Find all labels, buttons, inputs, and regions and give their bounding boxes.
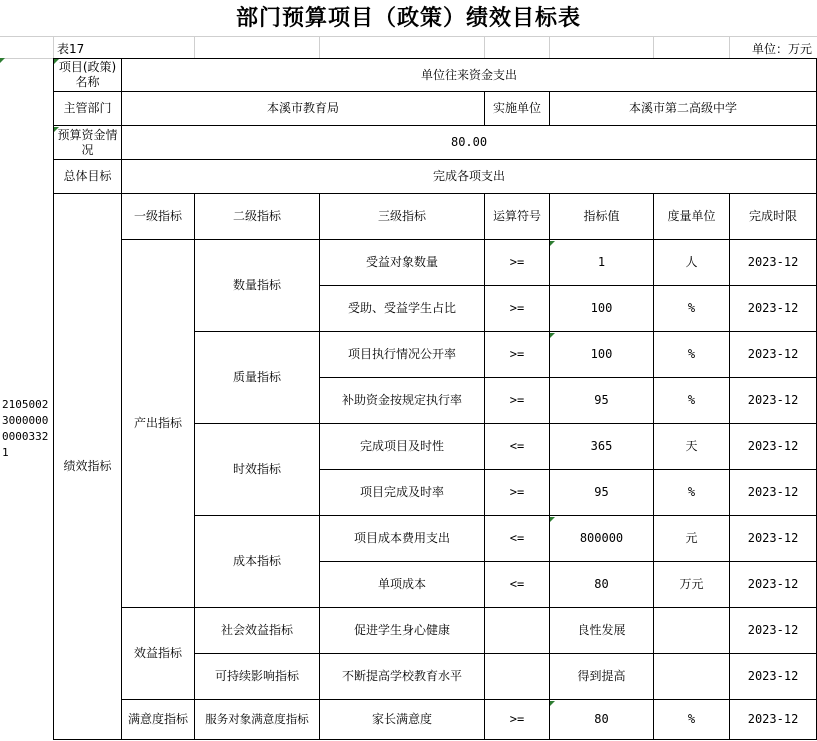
cell-marker — [550, 241, 555, 246]
cell-op: >= — [485, 286, 550, 332]
cell-val: 365 — [550, 424, 654, 470]
page-title: 部门预算项目（政策）绩效目标表 — [235, 5, 581, 31]
cell-unit: % — [654, 332, 730, 378]
cell-val: 80 — [550, 700, 654, 740]
cell-val: 1 — [550, 240, 654, 286]
cell-unit: 万元 — [654, 562, 730, 608]
cell-unit — [654, 654, 730, 700]
group-satisfaction: 满意度指标 — [122, 700, 195, 740]
group-quantity: 数量指标 — [195, 240, 320, 332]
gridline — [0, 36, 817, 37]
value-dept: 本溪市教育局 — [122, 92, 485, 126]
header-l1: 一级指标 — [122, 194, 195, 240]
table-row — [54, 700, 817, 740]
cell-marker — [54, 59, 59, 64]
cell-l3: 单项成本 — [320, 562, 485, 608]
header-l2: 二级指标 — [195, 194, 320, 240]
table-number: 表17 — [57, 42, 85, 56]
cell-op: <= — [485, 516, 550, 562]
cell-unit — [654, 608, 730, 654]
cell-val: 得到提高 — [550, 654, 654, 700]
cell-val: 良性发展 — [550, 608, 654, 654]
table-row — [54, 608, 817, 654]
cell-op: >= — [485, 378, 550, 424]
group-quality: 质量指标 — [195, 332, 320, 424]
gridline — [53, 36, 54, 58]
value-project-name: 单位往来资金支出 — [122, 59, 817, 92]
unit-note: 单位：万元 — [751, 42, 812, 56]
gridline — [729, 36, 730, 58]
cell-op: <= — [485, 424, 550, 470]
label-goal: 总体目标 — [54, 160, 122, 194]
gridline — [319, 36, 320, 58]
cell-l3: 补助资金按规定执行率 — [320, 378, 485, 424]
group-timeliness: 时效指标 — [195, 424, 320, 516]
label-budget: 预算资金情况 — [54, 126, 122, 160]
header-op: 运算符号 — [485, 194, 550, 240]
cell-unit: % — [654, 700, 730, 740]
value-goal: 完成各项支出 — [122, 160, 817, 194]
gridline — [549, 36, 550, 58]
value-budget: 80.00 — [122, 126, 817, 160]
performance-table — [53, 58, 817, 740]
cell-marker — [550, 333, 555, 338]
cell-op — [485, 608, 550, 654]
cell-date: 2023-12 — [730, 470, 817, 516]
gridline — [484, 36, 485, 58]
cell-date: 2023-12 — [730, 654, 817, 700]
gridline — [0, 58, 53, 59]
cell-l3: 受益对象数量 — [320, 240, 485, 286]
table-row — [54, 240, 817, 286]
cell-l3: 完成项目及时性 — [320, 424, 485, 470]
cell-date: 2023-12 — [730, 240, 817, 286]
cell-l3: 受助、受益学生占比 — [320, 286, 485, 332]
cell-date: 2023-12 — [730, 516, 817, 562]
group-output: 产出指标 — [122, 240, 195, 608]
cell-date: 2023-12 — [730, 700, 817, 740]
cell-date: 2023-12 — [730, 424, 817, 470]
header-l3: 三级指标 — [320, 194, 485, 240]
cell-op: <= — [485, 562, 550, 608]
header-val: 指标值 — [550, 194, 654, 240]
label-project-name: 项目(政策)名称 — [54, 59, 122, 92]
label-perf: 绩效指标 — [54, 194, 122, 740]
cell-unit: % — [654, 286, 730, 332]
group-benefit: 效益指标 — [122, 608, 195, 700]
cell-l3: 项目成本费用支出 — [320, 516, 485, 562]
cell-unit: % — [654, 470, 730, 516]
cell-date: 2023-12 — [730, 562, 817, 608]
cell-op: >= — [485, 700, 550, 740]
label-dept: 主管部门 — [54, 92, 122, 126]
cell-unit: 元 — [654, 516, 730, 562]
cell-date: 2023-12 — [730, 378, 817, 424]
cell-val: 800000 — [550, 516, 654, 562]
cell-l3: 项目执行情况公开率 — [320, 332, 485, 378]
cell-val: 80 — [550, 562, 654, 608]
cell-op: >= — [485, 332, 550, 378]
cell-marker — [550, 517, 555, 522]
header-date: 完成时限 — [730, 194, 817, 240]
group-service: 服务对象满意度指标 — [195, 700, 320, 740]
value-impl-unit: 本溪市第二高级中学 — [550, 92, 817, 126]
cell-l3: 不断提高学校教育水平 — [320, 654, 485, 700]
cell-l3: 项目完成及时率 — [320, 470, 485, 516]
label-impl-unit: 实施单位 — [485, 92, 550, 126]
group-sustain: 可持续影响指标 — [195, 654, 320, 700]
cell-marker — [0, 58, 5, 63]
cell-val: 95 — [550, 470, 654, 516]
project-id: 2105002300000000003321 — [2, 398, 49, 459]
cell-date: 2023-12 — [730, 608, 817, 654]
cell-val: 95 — [550, 378, 654, 424]
cell-l3: 促进学生身心健康 — [320, 608, 485, 654]
cell-date: 2023-12 — [730, 332, 817, 378]
cell-unit: % — [654, 378, 730, 424]
cell-op — [485, 654, 550, 700]
cell-unit: 天 — [654, 424, 730, 470]
cell-l3: 家长满意度 — [320, 700, 485, 740]
cell-op: >= — [485, 470, 550, 516]
cell-unit: 人 — [654, 240, 730, 286]
cell-val: 100 — [550, 286, 654, 332]
gridline — [194, 36, 195, 58]
cell-marker — [54, 127, 59, 132]
cell-op: >= — [485, 240, 550, 286]
gridline — [653, 36, 654, 58]
group-cost: 成本指标 — [195, 516, 320, 608]
cell-val: 100 — [550, 332, 654, 378]
header-unit: 度量单位 — [654, 194, 730, 240]
cell-date: 2023-12 — [730, 286, 817, 332]
group-social: 社会效益指标 — [195, 608, 320, 654]
cell-marker — [550, 701, 555, 706]
